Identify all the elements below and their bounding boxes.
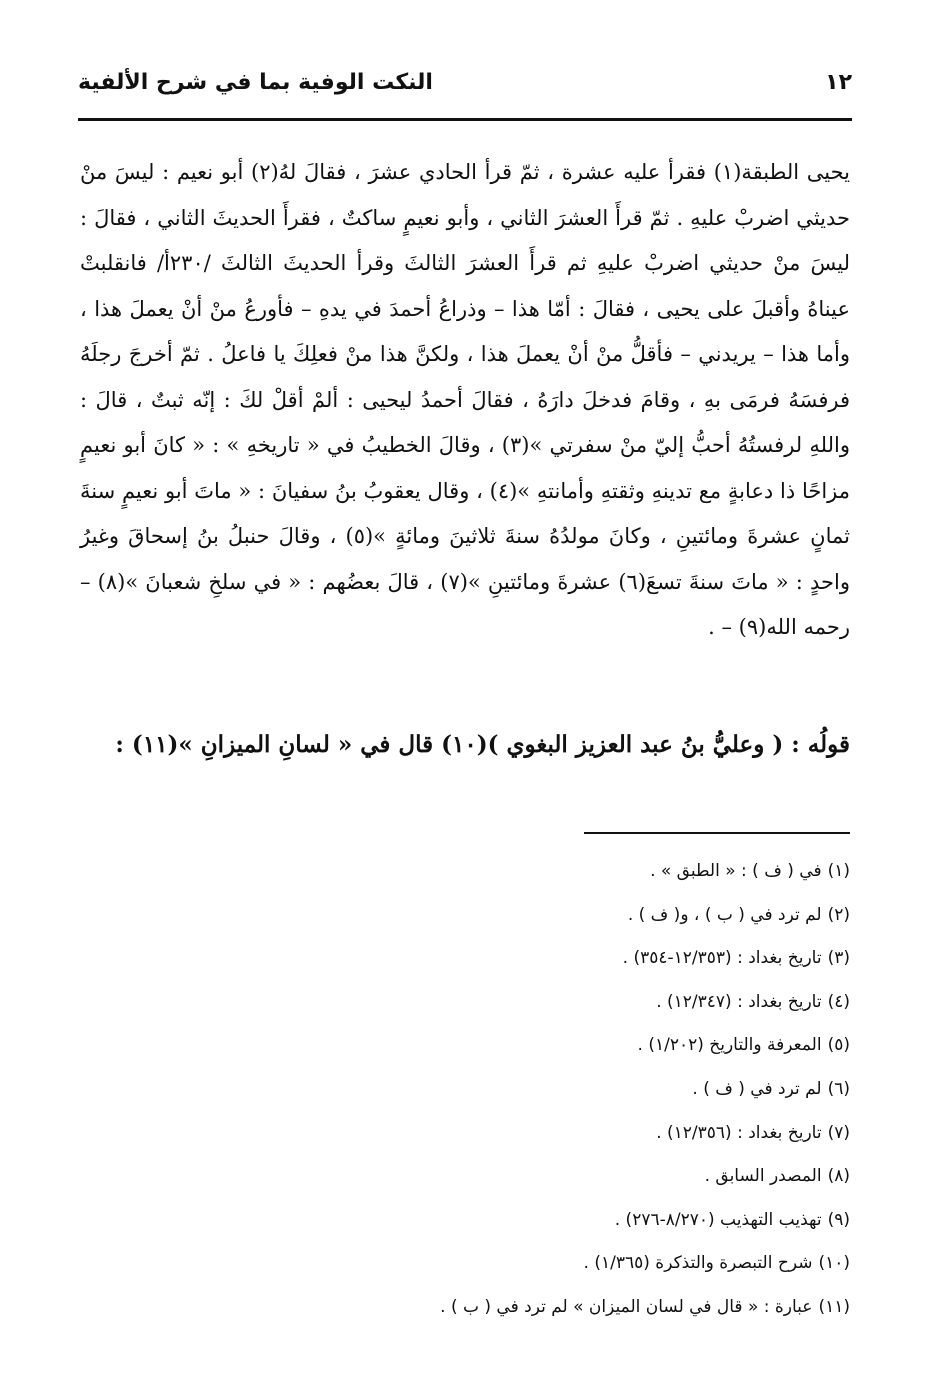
footnote-item	[80, 1112, 850, 1156]
footnote-number: (٩)	[827, 1209, 850, 1230]
footnote-number: (١٠)	[818, 1253, 850, 1274]
footnote-item	[80, 1199, 850, 1243]
footnote-item	[80, 850, 850, 894]
footnote-item	[80, 981, 850, 1025]
footnote-number: (٧)	[827, 1122, 850, 1143]
footnote-number: (٨)	[827, 1166, 850, 1187]
book-title: النكت الوفية بما في شرح الألفية	[78, 70, 433, 95]
footnote-number: (٢)	[827, 904, 850, 925]
running-header	[78, 66, 852, 114]
footnote-number: (٥)	[827, 1035, 850, 1056]
footnote-text: لم ترد في ( ف ) .	[692, 1078, 822, 1099]
footnote-text: المعرفة والتاريخ (١/٢٠٢) .	[637, 1035, 822, 1056]
footnote-item	[80, 937, 850, 981]
footnote-text: تهذيب التهذيب (٨/٢٧٠-٢٧٦) .	[614, 1209, 822, 1230]
footnote-text: تاريخ بغداد : (١٢/٣٤٧) .	[656, 991, 822, 1012]
footnote-number: (١١)	[818, 1296, 850, 1317]
footnote-item	[80, 1242, 850, 1286]
footnote-divider	[584, 832, 850, 834]
quoted-heading: قولُه : ( وعليُّ بنُ عبد العزيز البغوي )(١٠) قال في « لسانِ الميزانِ »(١١) :	[115, 731, 850, 758]
footnote-number: (٦)	[827, 1078, 850, 1099]
footnote-text: عبارة : « قال في لسان الميزان » لم ترد في ( ب ) .	[440, 1296, 813, 1317]
main-text	[80, 150, 850, 651]
footnote-number: (٣)	[827, 948, 850, 969]
footnote-text: شرح التبصرة والتذكرة (١/٣٦٥) .	[583, 1253, 813, 1274]
footnote-number: (١)	[827, 861, 850, 881]
footnote-number: (٤)	[827, 991, 850, 1012]
footnote-text: تاريخ بغداد : (١٢/٣٥٦) .	[656, 1122, 822, 1143]
footnote-text: المصدر السابق .	[704, 1166, 822, 1187]
footnote-item	[80, 894, 850, 938]
footnote-text: لم ترد في ( ب ) ، و( ف ) .	[627, 904, 822, 925]
footnote-item	[80, 1155, 850, 1199]
footnote-text: في ( ف ) : « الطبق » .	[650, 861, 822, 881]
body-paragraph: يحيى الطبقة(١) فقرأ عليه عشرة ، ثمّ قرأ الحادي عشرَ ، فقالَ لهُ(٢) أبو نعيم : ليسَ منْ حديثي اضربْ عليهِ . ثمّ قرأَ العشرَ الثاني ، وأبو نعيمٍ ساكتٌ ، فقرأَ الحديثَ الثاني ، فقالَ : ليسَ منْ حديثي اضربْ عليهِ ثم قرأَ العشرَ الثالثَ وقرأ الحديثَ الثالثَ /٢٣٠أ/ فانقلبتْ عيناهُ وأقبلَ على يحيى ، فقالَ : أمّا هذا – وذراعُ أحمدَ في يدهِ – فأورعُ منْ أنْ يعملَ هذا ، وأما هذا – يريدني – فأقلُّ منْ أنْ يعملَ هذا ، ولكنَّ هذا منْ فعلِكَ يا فاعلُ . ثمّ أخرجَ رجلَهُ فرفسَهُ فرمَى بهِ ، وقامَ فدخلَ دارَهُ ، فقالَ أحمدُ ليحيى : ألمْ أقلْ لكَ : إنّه ثبتٌ ، قالَ : واللهِ لرفستُهُ أحبُّ إليّ منْ سفرتي »(٣) ، وقالَ الخطيبُ في « تاريخهِ » : « كانَ أبو نعيمٍ مزاحًا ذا دعابةٍ مع تدينهِ وثقتهِ وأمانتهِ »(٤) ، وقال يعقوبُ بنُ سفيانَ : « ماتَ أبو نعيمٍ سنةَ ثمانٍ عشرةَ ومائتينِ ، وكانَ مولدُهُ سنةَ ثلاثينَ ومائةٍ »(٥) ، وقالَ حنبلُ بنُ إسحاقَ وغيرُ واحدٍ : « ماتَ سنةَ تسعَ(٦) عشرةَ ومائتينِ »(٧) ، قالَ بعضُهم : « في سلخِ شعبانَ »(٨) – رحمه الله(٩) – .	[80, 160, 851, 639]
footnote-item	[80, 1024, 850, 1068]
footnote-item	[80, 1286, 850, 1330]
footnote-item	[80, 1068, 850, 1112]
header-divider	[78, 118, 852, 121]
footnotes-list	[80, 850, 850, 1330]
footnote-text: تاريخ بغداد : (١٢/٣٥٣-٣٥٤) .	[622, 948, 822, 969]
page-number: ١٢	[825, 70, 852, 95]
